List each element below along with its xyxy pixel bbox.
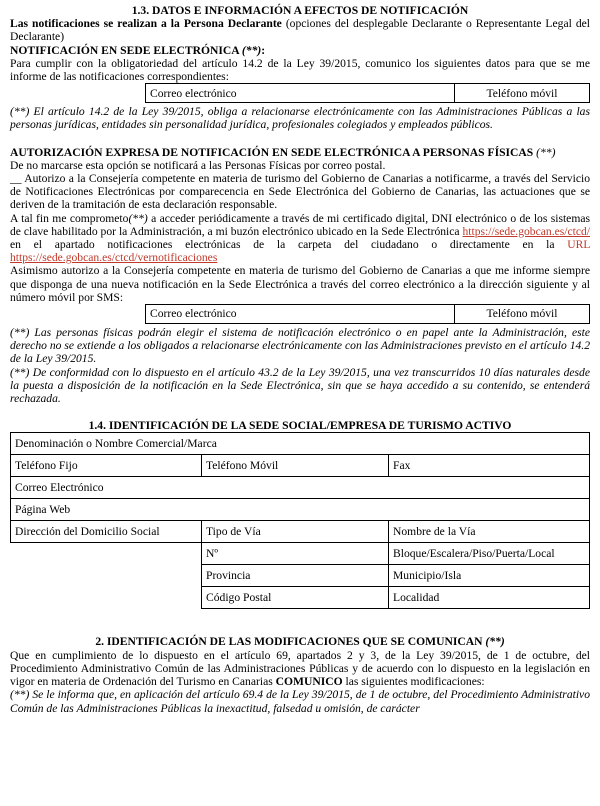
comunico-bold: COMUNICO [275, 675, 343, 689]
contact-table-1 [145, 83, 590, 103]
document-page [10, 0, 590, 806]
fax-label: Fax [393, 459, 411, 473]
mobile-label-2: Teléfono móvil [486, 307, 558, 321]
tel-fijo-label: Teléfono Fijo [15, 459, 78, 473]
auth-p2-c: en el apartado notificaciones electrónicas de la carpeta del ciudadano o directamente en la [10, 238, 568, 252]
tel-movil-field[interactable] [202, 455, 389, 477]
fax-field[interactable] [389, 455, 590, 477]
codigo-postal-label: Código Postal [206, 591, 272, 605]
mobile-label-1: Teléfono móvil [486, 86, 558, 100]
auth-heading-mark: (**) [536, 145, 556, 159]
numero-label: Nº [206, 547, 218, 561]
web-label: Página Web [15, 503, 71, 517]
auth-heading [10, 146, 590, 159]
bloque-label: Bloque/Escalera/Piso/Puerta/Local [393, 547, 555, 561]
section-1-3-title: 1.3. DATOS E INFORMACIÓN A EFECTOS DE NOTIFICACIÓN [131, 4, 469, 17]
sede-social-table [10, 432, 590, 609]
section-2-text [10, 649, 590, 689]
note-physical-persons: (**) Las personas físicas podrán elegir el sistema de notificación electrónico o en papel ante la Administración, este derecho no se extiende a los obligados a relacionarse electrónicamente con las Administraciones previsto en el artículo 14.2 de la Ley 39/2015. [10, 326, 590, 366]
email-field-2[interactable] [146, 305, 455, 324]
nombre-via-label: Nombre de la Vía [393, 525, 476, 539]
tel-movil-label: Teléfono Móvil [206, 459, 279, 473]
section-1-4-title: 1.4. IDENTIFICACIÓN DE LA SEDE SOCIAL/EMPRESA DE TURISMO ACTIVO [88, 419, 512, 433]
direccion-label-cell [11, 521, 202, 543]
correo-field[interactable] [11, 477, 590, 499]
note-article-43-2: (**) De conformidad con lo dispuesto en el artículo 43.2 de la Ley 39/2015, una vez transcurridos 10 días naturales desde la puesta a disposición de la notificación en la Sede Electrónica, sin que se haya accedido a su contenido, se entenderá rechazada. [10, 365, 590, 406]
codigo-postal-field[interactable] [202, 587, 389, 609]
intro-bold: Las notificaciones se realizan a la Persona Declarante [10, 17, 282, 31]
section-2-title-mark: (**) [485, 635, 505, 649]
nombre-via-field[interactable] [389, 521, 590, 543]
auth-heading-text: AUTORIZACIÓN EXPRESA DE NOTIFICACIÓN EN SEDE ELECTRÓNICA A PERSONAS FÍSICAS [10, 145, 537, 159]
email-field-1[interactable] [146, 84, 455, 103]
auth-no-mark-note: De no marcarse esta opción se notificará a las Personas Físicas por correo postal. [10, 158, 386, 172]
auth-checkbox-paragraph[interactable]: __ Autorizo a la Consejería competente en materia de turismo del Gobierno de Canarias a notificarme, a través del Servicio de Notificaciones Electrónicas por comparecencia en Sede Electrónica del Gobierno de Canarias, las actuaciones que se deriven de la tramitación de esta declaración responsable. [10, 172, 590, 212]
notif-heading-text: NOTIFICACIÓN EN SEDE ELECTRÓNICA [10, 43, 242, 57]
localidad-label: Localidad [393, 591, 440, 605]
correo-label: Correo Electrónico [15, 481, 104, 495]
auth-p2-mark: (**) [128, 211, 148, 225]
notif-heading-colon: : [261, 43, 266, 57]
email-label-2: Correo electrónico [150, 307, 237, 321]
notif-electronic-heading [10, 44, 590, 57]
notif-heading-mark: (**) [241, 43, 262, 57]
numero-field[interactable] [202, 543, 389, 565]
note-article-14-2: (**) El artículo 14.2 de la Ley 39/2015, obliga a relacionarse electrónicamente con las Administraciones Públicas a las personas jurídicas, entidades sin personalidad jurídica, profesionales colegiados y empleados públicos. [10, 105, 590, 132]
denominacion-label: Denominación o Nombre Comercial/Marca [15, 437, 217, 451]
auth-p2-b: a acceder periódicamente a través de mi certificado digital, DNI electrónico o de los sistemas de clave habilitado por la Administración, a mi buzón electrónico ubicado en la Sede Electrónica [10, 211, 590, 238]
notification-intro [10, 17, 590, 43]
url-word: URL [567, 238, 590, 252]
contact-table-2 [145, 304, 590, 324]
sede-link[interactable]: https://sede.gobcan.es/ctcd/ [462, 224, 590, 238]
web-field[interactable] [11, 499, 590, 521]
tipo-via-label: Tipo de Vía [206, 525, 261, 539]
section-2-text-b: las siguientes modificaciones: [342, 675, 485, 689]
auth-p2-a: A tal fin me comprometo [10, 211, 129, 225]
notifications-link[interactable]: https://sede.gobcan.es/ctcd/vernotificaciones [10, 251, 218, 265]
municipio-label: Municipio/Isla [393, 569, 462, 583]
provincia-field[interactable] [202, 565, 389, 587]
intro-rest: (opciones del desplegable Declarante o Representante Legal del Declarante) [10, 17, 590, 44]
municipio-field[interactable] [389, 565, 590, 587]
provincia-label: Provincia [206, 569, 251, 583]
section-2-title [10, 635, 590, 648]
notif-electronic-text: Para cumplir con la obligatoriedad del artículo 14.2 de la Ley 39/2015, comunico los siguientes datos para que se me informe de las notificaciones correspondientes: [10, 56, 590, 84]
denominacion-field[interactable] [11, 433, 590, 455]
section-2-title-text: 2. IDENTIFICACIÓN DE LAS MODIFICACIONES QUE SE COMUNICAN [95, 635, 486, 649]
section-2-note: (**) Se le informa que, en aplicación del artículo 69.4 de la Ley 39/2015, de 1 de octubre, del Procedimiento Administrativo Común de las Administraciones Públicas la inexactitud, falsedad u omisión, de carácter [10, 688, 590, 715]
bloque-field[interactable] [389, 543, 590, 565]
auth-commitment-paragraph [10, 212, 590, 265]
section-2-text-a: Que en cumplimiento de lo dispuesto en el artículo 69, apartados 2 y 3, de la Ley 39/2015, de 1 de octubre, del Procedimiento Administrativo Común de las Administraciones Públicas y de acuerdo con lo dispuesto en la legislación en vigor en materia de Ordenación del Turismo en Canarias [10, 648, 590, 689]
direccion-label: Dirección del Domicilio Social [15, 525, 160, 539]
mobile-field-1[interactable] [455, 84, 590, 103]
tipo-via-field[interactable] [202, 521, 389, 543]
tel-fijo-field[interactable] [11, 455, 202, 477]
mobile-field-2[interactable] [455, 305, 590, 324]
localidad-field[interactable] [389, 587, 590, 609]
email-label-1: Correo electrónico [150, 86, 237, 100]
auth-inform-paragraph: Asimismo autorizo a la Consejería competente en materia de turismo del Gobierno de Canarias a que me informe siempre que disponga de una nueva notificación en la Sede Electrónica a través del correo electrónico a la dirección siguiente y al número móvil por SMS: [10, 264, 590, 304]
